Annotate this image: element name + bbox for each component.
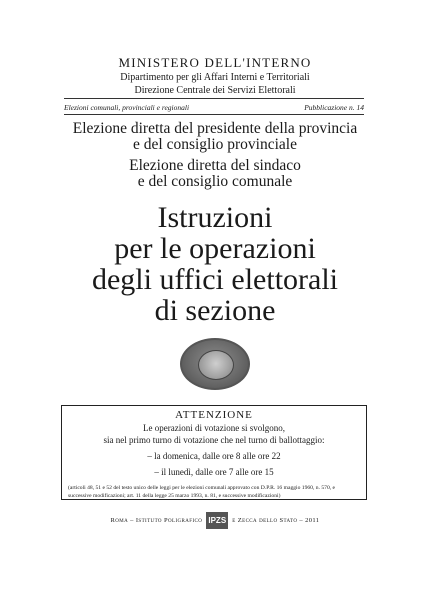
footer-left: Roma – Istituto Poligrafico	[110, 517, 203, 524]
attention-line1: Le operazioni di votazione si svolgono,	[143, 423, 285, 433]
publication-number: Pubblicazione n. 14	[304, 103, 364, 112]
voting-hours-monday: – il lunedì, dalle ore 7 alle ore 15	[154, 467, 274, 477]
municipal-heading-line1: Elezione diretta del sindaco	[129, 157, 301, 174]
province-heading-line1: Elezione diretta del presidente della provincia	[72, 120, 358, 137]
ministry-seal-icon	[180, 338, 250, 390]
attention-box	[61, 405, 367, 500]
document-title	[0, 202, 430, 326]
title-line4: di sezione	[154, 294, 276, 327]
title-line3: degli uffici elettorali	[91, 263, 339, 296]
voting-hours-sunday: – la domenica, dalle ore 8 alle ore 22	[147, 451, 281, 461]
province-heading-line2: e del consiglio provinciale	[133, 136, 297, 153]
province-election-heading	[0, 121, 430, 153]
ministry-header	[0, 55, 430, 97]
title-line2: per le operazioni	[114, 232, 316, 265]
publisher-footer	[70, 512, 360, 529]
top-rule	[64, 98, 364, 99]
direction-name: Direzione Centrale dei Servizi Elettorali	[134, 85, 296, 96]
attention-line2: sia nel primo turno di votazione che nel turno di ballottaggio:	[103, 435, 325, 445]
municipal-election-heading	[0, 158, 430, 190]
title-line1: Istruzioni	[157, 201, 273, 234]
legal-reference: (articoli 48, 51 e 52 del testo unico delle leggi per le elezioni comunali approvato con D.P.R. 16 maggio 1960, n. 570, e successive modificazioni; art. 11 della legge 25 marzo 1993, n. 81, e successive modificazioni)	[68, 485, 336, 499]
attention-heading: ATTENZIONE	[175, 409, 253, 421]
bottom-rule	[64, 114, 364, 115]
publication-row	[64, 103, 364, 112]
publication-series: Elezioni comunali, provinciali e regionali	[64, 103, 190, 112]
ministry-name: MINISTERO DELL'INTERNO	[118, 55, 312, 70]
ipzs-logo-icon: IPZS	[206, 512, 228, 529]
department-name: Dipartimento per gli Affari Interni e Territoriali	[120, 72, 310, 83]
seal-emblem	[198, 350, 234, 380]
municipal-heading-line2: e del consiglio comunale	[137, 173, 293, 190]
footer-right: e Zecca dello Stato – 2011	[232, 517, 320, 524]
